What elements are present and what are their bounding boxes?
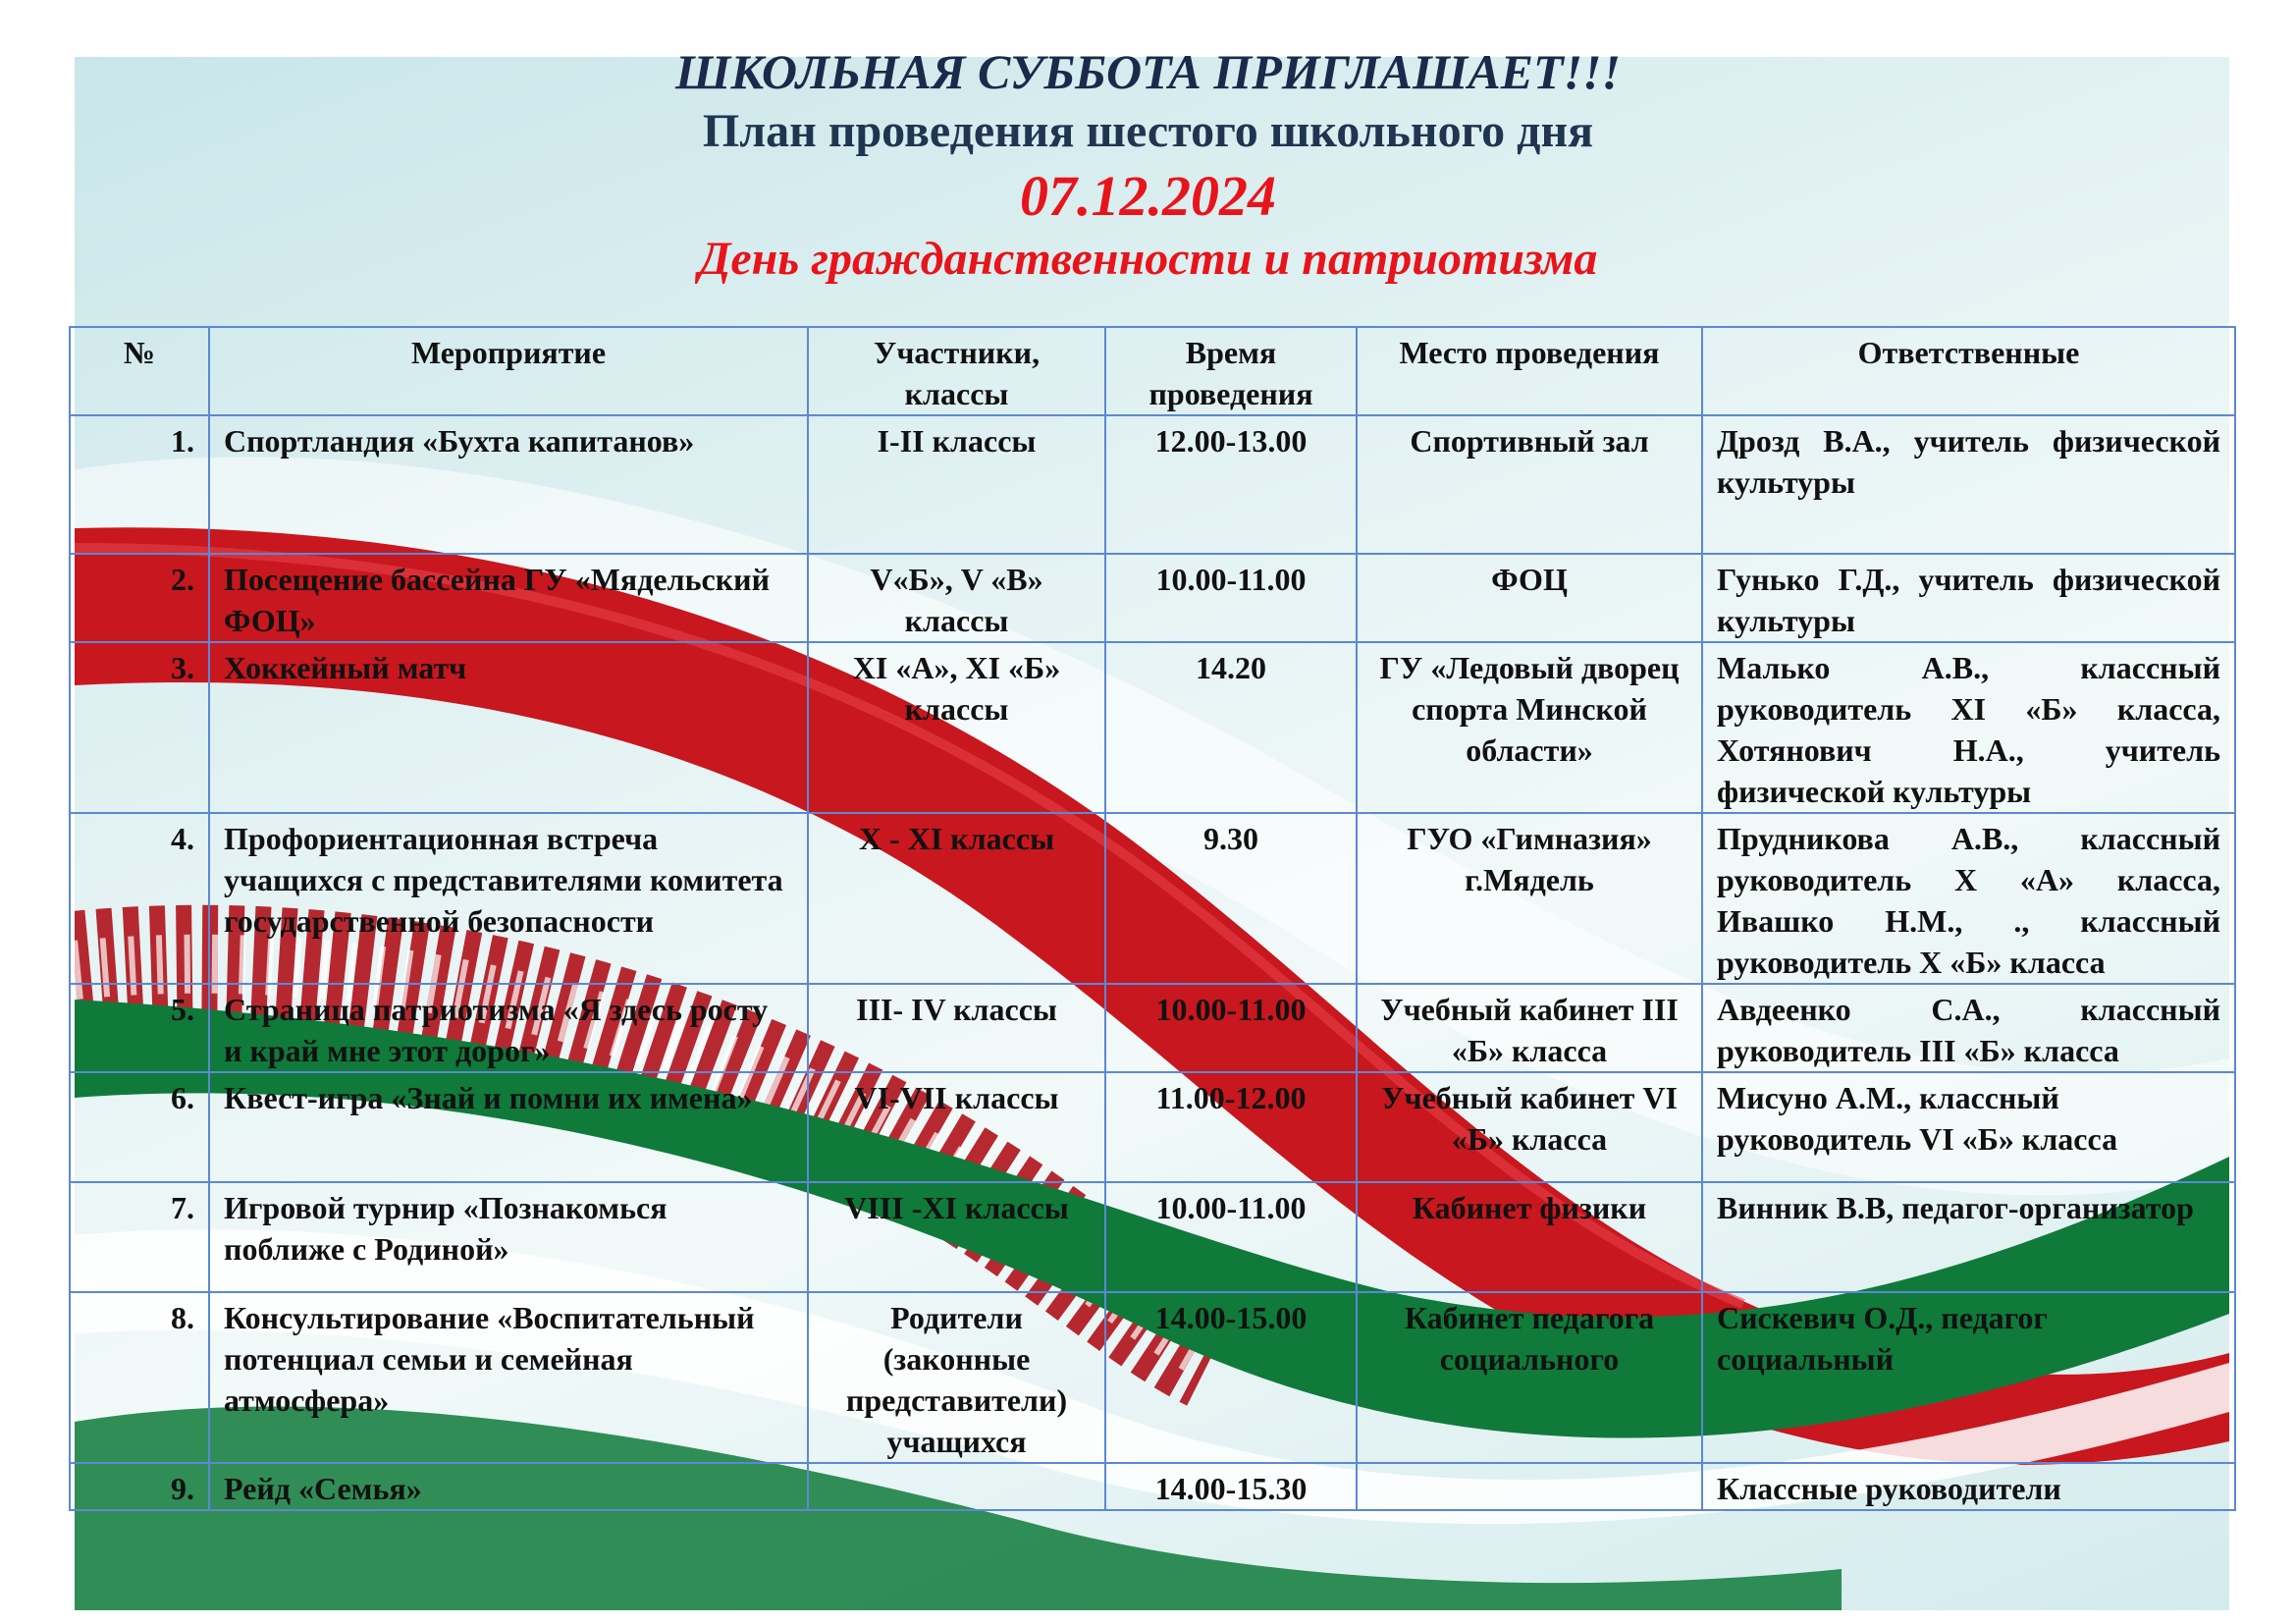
plan-subtitle: План проведения шестого школьного дня bbox=[702, 105, 1594, 157]
event-date: 07.12.2024 bbox=[1020, 164, 1276, 228]
row-number: 8. bbox=[70, 1292, 209, 1463]
row-event: Профориентационная встреча учащихся с представителями комитета государственной безопасности bbox=[209, 813, 808, 984]
row-event: Рейд «Семья» bbox=[209, 1463, 808, 1510]
row-place: Учебный кабинет VI «Б» класса bbox=[1357, 1072, 1702, 1182]
row-event: Консультирование «Воспитательный потенциал семьи и семейная атмосфера» bbox=[209, 1292, 808, 1463]
row-responsible: Дрозд В.А., учитель физической культуры bbox=[1702, 415, 2235, 554]
col-header-time: Время проведения bbox=[1105, 327, 1357, 415]
row-place: ФОЦ bbox=[1357, 554, 1702, 642]
col-header-place: Место проведения bbox=[1357, 327, 1702, 415]
col-header-responsible: Ответственные bbox=[1702, 327, 2235, 415]
row-place: ГУ «Ледовый дворец спорта Минской области» bbox=[1357, 642, 1702, 813]
row-responsible: Малько А.В., классный руководитель XI «Б» класса, Хотянович Н.А., учитель физической культуры bbox=[1702, 642, 2235, 813]
table-header-row bbox=[70, 327, 2235, 415]
row-participants: X - XI классы bbox=[808, 813, 1105, 984]
row-number: 3. bbox=[70, 642, 209, 813]
row-event: Спортландия «Бухта капитанов» bbox=[209, 415, 808, 554]
day-theme: День гражданственности и патриотизма bbox=[698, 233, 1598, 285]
col-header-event: Мероприятие bbox=[209, 327, 808, 415]
row-number: 9. bbox=[70, 1463, 209, 1510]
col-header-number: № bbox=[70, 327, 209, 415]
row-responsible: Мисуно А.М., классный руководитель VI «Б» класса bbox=[1702, 1072, 2235, 1182]
row-event: Квест-игра «Знай и помни их имена» bbox=[209, 1072, 808, 1182]
row-place: ГУО «Гимназия» г.Мядель bbox=[1357, 813, 1702, 984]
col-header-participants: Участники, классы bbox=[808, 327, 1105, 415]
table-row bbox=[70, 1182, 2235, 1292]
row-time: 14.00-15.00 bbox=[1105, 1292, 1357, 1463]
row-time: 10.00-11.00 bbox=[1105, 984, 1357, 1072]
table-row bbox=[70, 1463, 2235, 1510]
row-time: 10.00-11.00 bbox=[1105, 1182, 1357, 1292]
row-event: Страница патриотизма «Я здесь росту и край мне этот дорог» bbox=[209, 984, 808, 1072]
row-event: Посещение бассейна ГУ «Мядельский ФОЦ» bbox=[209, 554, 808, 642]
table-row bbox=[70, 642, 2235, 813]
row-place: Спортивный зал bbox=[1357, 415, 1702, 554]
row-participants: XI «А», XI «Б» классы bbox=[808, 642, 1105, 813]
table-row bbox=[70, 1072, 2235, 1182]
row-place bbox=[1357, 1463, 1702, 1510]
row-number: 4. bbox=[70, 813, 209, 984]
table-row bbox=[70, 984, 2235, 1072]
row-number: 2. bbox=[70, 554, 209, 642]
row-responsible: Сискевич О.Д., педагог социальный bbox=[1702, 1292, 2235, 1463]
row-time: 14.20 bbox=[1105, 642, 1357, 813]
table-row bbox=[70, 813, 2235, 984]
row-number: 7. bbox=[70, 1182, 209, 1292]
row-number: 5. bbox=[70, 984, 209, 1072]
table-row bbox=[70, 1292, 2235, 1463]
row-participants bbox=[808, 1463, 1105, 1510]
row-responsible: Классные руководители bbox=[1702, 1463, 2235, 1510]
row-responsible: Винник В.В, педагог-организатор bbox=[1702, 1182, 2235, 1292]
row-responsible: Прудникова А.В., классный руководитель X «А» класса, Ивашко Н.М., ., классный руководитель X «Б» класса bbox=[1702, 813, 2235, 984]
row-participants: V«Б», V «В» классы bbox=[808, 554, 1105, 642]
row-place: Кабинет педагога социального bbox=[1357, 1292, 1702, 1463]
row-event: Хоккейный матч bbox=[209, 642, 808, 813]
row-participants: VI-VII классы bbox=[808, 1072, 1105, 1182]
row-event: Игровой турнир «Познакомься поближе с Родиной» bbox=[209, 1182, 808, 1292]
row-participants: VIII -XI классы bbox=[808, 1182, 1105, 1292]
row-participants: Родители (законные представители) учащихся bbox=[808, 1292, 1105, 1463]
row-time: 9.30 bbox=[1105, 813, 1357, 984]
row-number: 1. bbox=[70, 415, 209, 554]
row-place: Кабинет физики bbox=[1357, 1182, 1702, 1292]
row-time: 11.00-12.00 bbox=[1105, 1072, 1357, 1182]
row-place: Учебный кабинет III «Б» класса bbox=[1357, 984, 1702, 1072]
schedule-table bbox=[69, 326, 2236, 1511]
row-participants: I-II классы bbox=[808, 415, 1105, 554]
row-time: 12.00-13.00 bbox=[1105, 415, 1357, 554]
row-responsible: Гунько Г.Д., учитель физической культуры bbox=[1702, 554, 2235, 642]
row-responsible: Авдеенко С.А., классный руководитель III «Б» класса bbox=[1702, 984, 2235, 1072]
row-time: 10.00-11.00 bbox=[1105, 554, 1357, 642]
row-time: 14.00-15.30 bbox=[1105, 1463, 1357, 1510]
page-title: ШКОЛЬНАЯ СУББОТА ПРИГЛАШАЕТ!!! bbox=[675, 44, 1621, 99]
row-participants: III- IV классы bbox=[808, 984, 1105, 1072]
table-row bbox=[70, 415, 2235, 554]
table-row bbox=[70, 554, 2235, 642]
row-number: 6. bbox=[70, 1072, 209, 1182]
